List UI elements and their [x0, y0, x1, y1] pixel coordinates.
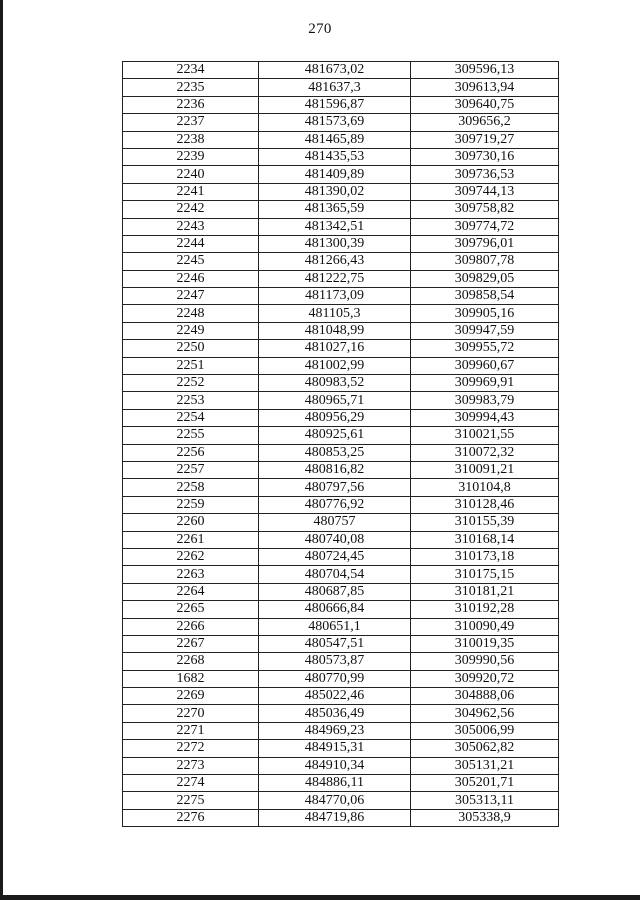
table-row [123, 270, 559, 287]
table-row [123, 62, 559, 79]
x-coordinate-cell: 481105,3 [259, 305, 411, 322]
point-number-cell: 2267 [123, 635, 259, 652]
y-coordinate-cell: 309744,13 [411, 183, 559, 200]
x-coordinate-cell: 480776,92 [259, 496, 411, 513]
table-row [123, 183, 559, 200]
scan-edge-left [0, 0, 3, 900]
x-coordinate-cell: 480687,85 [259, 583, 411, 600]
x-coordinate-cell: 480797,56 [259, 479, 411, 496]
y-coordinate-cell: 309730,16 [411, 148, 559, 165]
table-row [123, 514, 559, 531]
x-coordinate-cell: 481637,3 [259, 79, 411, 96]
table-row [123, 722, 559, 739]
y-coordinate-cell: 309807,78 [411, 253, 559, 270]
y-coordinate-cell: 310155,39 [411, 514, 559, 531]
x-coordinate-cell: 480925,61 [259, 427, 411, 444]
y-coordinate-cell: 309994,43 [411, 409, 559, 426]
x-coordinate-cell: 481390,02 [259, 183, 411, 200]
y-coordinate-cell: 309758,82 [411, 201, 559, 218]
y-coordinate-cell: 310104,8 [411, 479, 559, 496]
x-coordinate-cell: 484910,34 [259, 757, 411, 774]
y-coordinate-cell: 309613,94 [411, 79, 559, 96]
point-number-cell: 2243 [123, 218, 259, 235]
x-coordinate-cell: 484886,11 [259, 775, 411, 792]
y-coordinate-cell: 310173,18 [411, 548, 559, 565]
y-coordinate-cell: 309905,16 [411, 305, 559, 322]
y-coordinate-cell: 310181,21 [411, 583, 559, 600]
y-coordinate-cell: 309955,72 [411, 340, 559, 357]
point-number-cell: 2258 [123, 479, 259, 496]
table-row [123, 218, 559, 235]
table-row [123, 166, 559, 183]
x-coordinate-cell: 480983,52 [259, 375, 411, 392]
point-number-cell: 2262 [123, 548, 259, 565]
x-coordinate-cell: 480965,71 [259, 392, 411, 409]
table-row [123, 235, 559, 252]
page-number: 270 [308, 21, 332, 37]
x-coordinate-cell: 480724,45 [259, 548, 411, 565]
x-coordinate-cell: 480740,08 [259, 531, 411, 548]
point-number-cell: 2276 [123, 809, 259, 826]
coordinates-table [122, 61, 559, 827]
table-row [123, 601, 559, 618]
table-row [123, 809, 559, 826]
point-number-cell: 2252 [123, 375, 259, 392]
x-coordinate-cell: 481409,89 [259, 166, 411, 183]
x-coordinate-cell: 481027,16 [259, 340, 411, 357]
table-row [123, 427, 559, 444]
x-coordinate-cell: 481300,39 [259, 235, 411, 252]
table-row [123, 340, 559, 357]
table-row [123, 653, 559, 670]
table-row [123, 548, 559, 565]
point-number-cell: 2237 [123, 114, 259, 131]
table-row [123, 792, 559, 809]
x-coordinate-cell: 485022,46 [259, 688, 411, 705]
y-coordinate-cell: 309990,56 [411, 653, 559, 670]
table-row [123, 375, 559, 392]
table-row [123, 444, 559, 461]
table-row [123, 479, 559, 496]
point-number-cell: 2247 [123, 288, 259, 305]
table-row [123, 688, 559, 705]
point-number-cell: 2261 [123, 531, 259, 548]
table-row [123, 583, 559, 600]
point-number-cell: 2257 [123, 461, 259, 478]
point-number-cell: 2246 [123, 270, 259, 287]
y-coordinate-cell: 305313,11 [411, 792, 559, 809]
point-number-cell: 2254 [123, 409, 259, 426]
x-coordinate-cell: 485036,49 [259, 705, 411, 722]
table-row [123, 757, 559, 774]
point-number-cell: 2256 [123, 444, 259, 461]
point-number-cell: 2242 [123, 201, 259, 218]
x-coordinate-cell: 484719,86 [259, 809, 411, 826]
y-coordinate-cell: 309947,59 [411, 322, 559, 339]
y-coordinate-cell: 305006,99 [411, 722, 559, 739]
x-coordinate-cell: 481365,59 [259, 201, 411, 218]
point-number-cell: 2239 [123, 148, 259, 165]
point-number-cell: 2248 [123, 305, 259, 322]
table-row [123, 670, 559, 687]
table-row [123, 148, 559, 165]
y-coordinate-cell: 310091,21 [411, 461, 559, 478]
x-coordinate-cell: 481465,89 [259, 131, 411, 148]
point-number-cell: 2236 [123, 96, 259, 113]
table-row [123, 357, 559, 374]
table-row [123, 392, 559, 409]
x-coordinate-cell: 481173,09 [259, 288, 411, 305]
point-number-cell: 2269 [123, 688, 259, 705]
table-row [123, 201, 559, 218]
x-coordinate-cell: 481673,02 [259, 62, 411, 79]
scan-edge-bottom [0, 895, 640, 900]
point-number-cell: 2240 [123, 166, 259, 183]
table-row [123, 618, 559, 635]
x-coordinate-cell: 484915,31 [259, 740, 411, 757]
x-coordinate-cell: 480704,54 [259, 566, 411, 583]
y-coordinate-cell: 310168,14 [411, 531, 559, 548]
x-coordinate-cell: 480757 [259, 514, 411, 531]
y-coordinate-cell: 309736,53 [411, 166, 559, 183]
point-number-cell: 2235 [123, 79, 259, 96]
x-coordinate-cell: 480956,29 [259, 409, 411, 426]
point-number-cell: 2241 [123, 183, 259, 200]
table-row [123, 305, 559, 322]
x-coordinate-cell: 480853,25 [259, 444, 411, 461]
point-number-cell: 2265 [123, 601, 259, 618]
x-coordinate-cell: 480573,87 [259, 653, 411, 670]
table-row [123, 566, 559, 583]
point-number-cell: 2264 [123, 583, 259, 600]
y-coordinate-cell: 309719,27 [411, 131, 559, 148]
point-number-cell: 2273 [123, 757, 259, 774]
point-number-cell: 2255 [123, 427, 259, 444]
table-row [123, 131, 559, 148]
y-coordinate-cell: 309829,05 [411, 270, 559, 287]
y-coordinate-cell: 305338,9 [411, 809, 559, 826]
table-row [123, 253, 559, 270]
point-number-cell: 2251 [123, 357, 259, 374]
y-coordinate-cell: 309920,72 [411, 670, 559, 687]
y-coordinate-cell: 304962,56 [411, 705, 559, 722]
y-coordinate-cell: 310021,55 [411, 427, 559, 444]
x-coordinate-cell: 484969,23 [259, 722, 411, 739]
point-number-cell: 2234 [123, 62, 259, 79]
y-coordinate-cell: 309858,54 [411, 288, 559, 305]
y-coordinate-cell: 310019,35 [411, 635, 559, 652]
x-coordinate-cell: 481048,99 [259, 322, 411, 339]
y-coordinate-cell: 305201,71 [411, 775, 559, 792]
x-coordinate-cell: 481002,99 [259, 357, 411, 374]
table-row [123, 705, 559, 722]
point-number-cell: 2270 [123, 705, 259, 722]
table-row [123, 114, 559, 131]
table-row [123, 461, 559, 478]
point-number-cell: 2245 [123, 253, 259, 270]
table-row [123, 775, 559, 792]
y-coordinate-cell: 309596,13 [411, 62, 559, 79]
table-row [123, 635, 559, 652]
coordinates-table-body [123, 62, 559, 827]
x-coordinate-cell: 481596,87 [259, 96, 411, 113]
point-number-cell: 2268 [123, 653, 259, 670]
x-coordinate-cell: 481435,53 [259, 148, 411, 165]
x-coordinate-cell: 481342,51 [259, 218, 411, 235]
y-coordinate-cell: 310175,15 [411, 566, 559, 583]
y-coordinate-cell: 305131,21 [411, 757, 559, 774]
point-number-cell: 2260 [123, 514, 259, 531]
point-number-cell: 2275 [123, 792, 259, 809]
table-row [123, 96, 559, 113]
point-number-cell: 2266 [123, 618, 259, 635]
y-coordinate-cell: 309969,91 [411, 375, 559, 392]
x-coordinate-cell: 481222,75 [259, 270, 411, 287]
x-coordinate-cell: 480816,82 [259, 461, 411, 478]
x-coordinate-cell: 484770,06 [259, 792, 411, 809]
y-coordinate-cell: 309960,67 [411, 357, 559, 374]
table-row [123, 740, 559, 757]
y-coordinate-cell: 309983,79 [411, 392, 559, 409]
y-coordinate-cell: 310192,28 [411, 601, 559, 618]
x-coordinate-cell: 480666,84 [259, 601, 411, 618]
point-number-cell: 2272 [123, 740, 259, 757]
y-coordinate-cell: 309774,72 [411, 218, 559, 235]
point-number-cell: 2259 [123, 496, 259, 513]
point-number-cell: 2274 [123, 775, 259, 792]
y-coordinate-cell: 304888,06 [411, 688, 559, 705]
y-coordinate-cell: 309656,2 [411, 114, 559, 131]
point-number-cell: 2238 [123, 131, 259, 148]
point-number-cell: 2263 [123, 566, 259, 583]
table-row [123, 79, 559, 96]
y-coordinate-cell: 305062,82 [411, 740, 559, 757]
point-number-cell: 2244 [123, 235, 259, 252]
x-coordinate-cell: 480651,1 [259, 618, 411, 635]
table-row [123, 531, 559, 548]
y-coordinate-cell: 310090,49 [411, 618, 559, 635]
point-number-cell: 2253 [123, 392, 259, 409]
y-coordinate-cell: 310072,32 [411, 444, 559, 461]
y-coordinate-cell: 309640,75 [411, 96, 559, 113]
point-number-cell: 2250 [123, 340, 259, 357]
x-coordinate-cell: 481266,43 [259, 253, 411, 270]
y-coordinate-cell: 309796,01 [411, 235, 559, 252]
table-row [123, 496, 559, 513]
table-row [123, 409, 559, 426]
point-number-cell: 2271 [123, 722, 259, 739]
table-row [123, 322, 559, 339]
point-number-cell: 1682 [123, 670, 259, 687]
x-coordinate-cell: 481573,69 [259, 114, 411, 131]
x-coordinate-cell: 480547,51 [259, 635, 411, 652]
y-coordinate-cell: 310128,46 [411, 496, 559, 513]
x-coordinate-cell: 480770,99 [259, 670, 411, 687]
point-number-cell: 2249 [123, 322, 259, 339]
table-row [123, 288, 559, 305]
